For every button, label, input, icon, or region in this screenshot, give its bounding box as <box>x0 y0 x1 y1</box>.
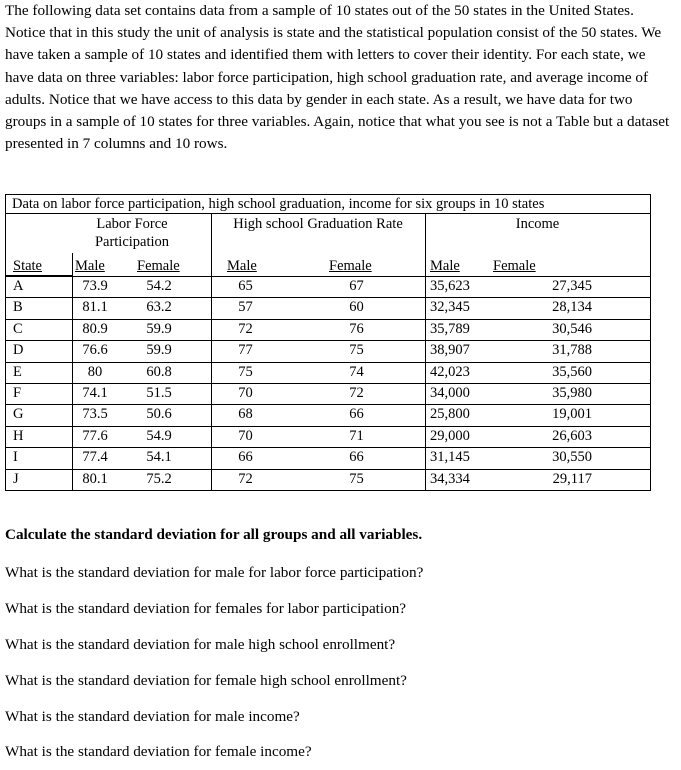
cell-female-income: 35,980 <box>552 385 592 401</box>
cell-female-hs: 71 <box>349 427 364 444</box>
cell-male-hs: 70 <box>238 427 253 444</box>
cell-state: J <box>13 470 19 487</box>
cell-state: E <box>13 363 22 380</box>
cell-male-lf: 74.1 <box>82 385 108 401</box>
intro-paragraph: The following data set contains data from a sample of 10 states out of the 50 states in the United States. Notice that in this study the unit of analysis is state and the statistical population consist of the 50 states. We have taken a sample of 10 states and identified them with letters to cover their identity. For each state, we have data on three variables: labor force participation, high school graduation rate, and average income of adults. Notice that we have access to this data by gender in each state. As a result, we have data for two groups in a sample of 10 states for three variables. Again, notice that what you see is not a Table but a dataset presented in 7 columns and 10 rows. <box>5 2 670 153</box>
cell-female-income: 31,788 <box>552 342 592 359</box>
cell-female-hs: 76 <box>349 320 364 337</box>
cell-male-income: 31,145 <box>430 449 470 466</box>
cell-female-hs: 66 <box>349 406 364 423</box>
cell-state: I <box>13 449 18 466</box>
cell-male-income: 38,907 <box>430 342 470 359</box>
cell-male-lf: 76.6 <box>82 342 108 359</box>
cell-female-income: 29,117 <box>552 470 592 487</box>
question-4: What is the standard deviation for female high school enrollment? <box>5 672 407 689</box>
table-row <box>6 362 650 384</box>
cell-female-hs: 75 <box>349 470 364 487</box>
cell-state: B <box>13 299 23 316</box>
cell-female-lf: 60.8 <box>146 363 172 380</box>
cell-state: F <box>13 385 22 401</box>
group-labor-line1: Labor Force <box>96 216 168 232</box>
cell-state: A <box>13 278 24 294</box>
cell-female-lf: 50.6 <box>146 406 172 423</box>
cell-female-hs: 67 <box>349 278 364 294</box>
cell-male-income: 25,800 <box>430 406 470 423</box>
cell-male-lf: 80.1 <box>82 470 108 487</box>
cell-female-lf: 63.2 <box>146 299 172 316</box>
cell-female-hs: 74 <box>349 363 364 380</box>
cell-male-income: 35,789 <box>430 320 470 337</box>
question-2: What is the standard deviation for females for labor participation? <box>5 600 407 617</box>
cell-male-income: 34,334 <box>430 470 470 487</box>
caption-divider <box>6 213 650 214</box>
question-5: What is the standard deviation for male income? <box>5 708 300 725</box>
group-labor-line2: Participation <box>94 234 170 250</box>
cell-male-hs: 75 <box>238 363 253 380</box>
cell-state: C <box>13 320 23 337</box>
cell-female-hs: 75 <box>349 342 364 359</box>
cell-state: G <box>13 406 24 423</box>
cell-male-income: 35,623 <box>430 278 470 294</box>
table-row <box>6 340 650 362</box>
header-female-hs: Female <box>329 258 372 274</box>
question-6: What is the standard deviation for female income? <box>5 743 312 760</box>
header-male-income: Male <box>430 258 460 274</box>
question-3: What is the standard deviation for male high school enrollment? <box>5 636 396 653</box>
cell-male-lf: 73.5 <box>82 406 108 423</box>
cell-female-income: 28,134 <box>552 299 592 316</box>
cell-female-lf: 59.9 <box>146 342 172 359</box>
header-female-income: Female <box>493 258 536 274</box>
cell-male-income: 42,023 <box>430 363 470 380</box>
table-row <box>6 447 650 469</box>
cell-male-lf: 77.6 <box>82 427 108 444</box>
cell-female-lf: 54.9 <box>146 427 172 444</box>
cell-female-hs: 66 <box>349 449 364 466</box>
table-row <box>6 469 650 491</box>
cell-male-lf: 77.4 <box>82 449 108 466</box>
cell-male-income: 32,345 <box>430 299 470 316</box>
cell-male-hs: 66 <box>238 449 253 466</box>
group-labor-force <box>76 215 188 251</box>
cell-male-lf: 80.9 <box>82 320 108 337</box>
table-caption: Data on labor force participation, high school graduation, income for six groups in 10 states <box>12 196 545 212</box>
data-table <box>5 194 651 491</box>
cell-male-hs: 70 <box>238 385 253 401</box>
group-income: Income <box>515 216 560 232</box>
table-row <box>6 426 650 448</box>
cell-male-lf: 80 <box>87 363 103 380</box>
cell-state: H <box>13 427 24 444</box>
cell-male-income: 34,000 <box>430 385 470 401</box>
cell-male-hs: 68 <box>238 406 253 423</box>
table-row <box>6 297 650 319</box>
cell-male-lf: 73.9 <box>82 278 108 294</box>
cell-female-income: 26,603 <box>552 427 592 444</box>
cell-male-hs: 65 <box>238 278 253 294</box>
cell-female-hs: 72 <box>349 385 364 401</box>
cell-male-hs: 57 <box>238 299 253 316</box>
cell-female-income: 30,546 <box>552 320 592 337</box>
cell-female-hs: 60 <box>349 299 364 316</box>
cell-female-lf: 59.9 <box>146 320 172 337</box>
cell-female-lf: 75.2 <box>146 470 172 487</box>
table-row <box>6 383 650 405</box>
cell-male-hs: 77 <box>238 342 253 359</box>
header-male-lf: Male <box>75 258 105 274</box>
cell-female-lf: 54.1 <box>146 449 172 466</box>
question-1: What is the standard deviation for male for labor force participation? <box>5 564 424 581</box>
cell-female-income: 35,560 <box>552 363 592 380</box>
cell-state: D <box>13 342 24 359</box>
cell-female-lf: 54.2 <box>146 278 172 294</box>
table-row <box>6 276 650 298</box>
cell-male-lf: 81.1 <box>82 299 108 316</box>
header-female-lf: Female <box>137 258 180 274</box>
cell-male-income: 29,000 <box>430 427 470 444</box>
instruction-text: Calculate the standard deviation for all groups and all variables. <box>5 526 423 543</box>
group-hs-graduation: High school Graduation Rate <box>233 216 403 232</box>
table-row <box>6 404 650 426</box>
header-state: State <box>13 258 42 274</box>
cell-male-hs: 72 <box>238 320 253 337</box>
cell-female-lf: 51.5 <box>146 385 172 401</box>
header-male-hs: Male <box>227 258 257 274</box>
cell-female-income: 19,001 <box>552 406 592 423</box>
table-row <box>6 319 650 341</box>
cell-female-income: 30,550 <box>552 449 592 466</box>
cell-female-income: 27,345 <box>552 278 592 294</box>
cell-male-hs: 72 <box>238 470 253 487</box>
